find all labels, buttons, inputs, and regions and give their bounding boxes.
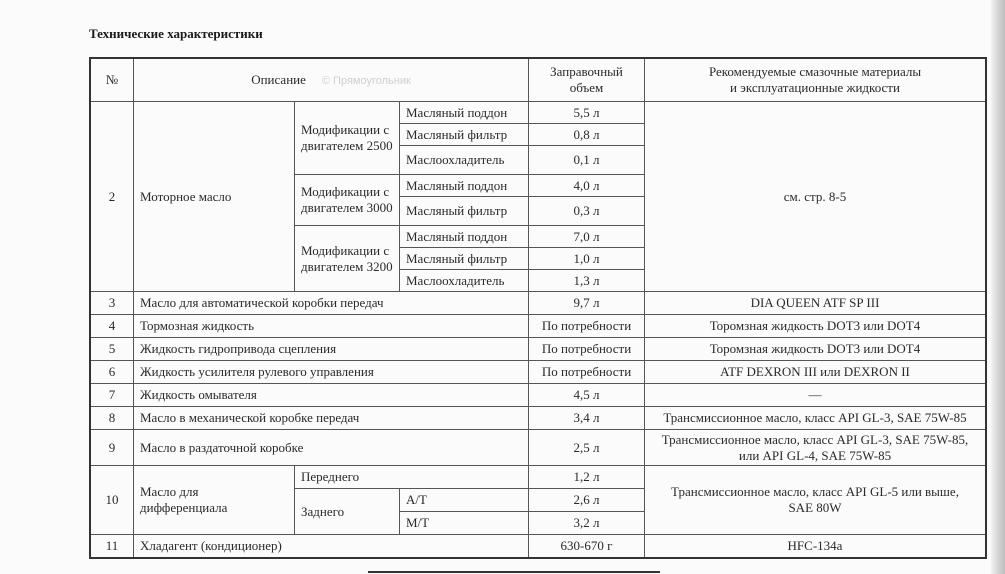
table-row: [90, 338, 986, 361]
header-rec-line2: и эксплуатационные жидкости: [730, 80, 900, 95]
row-rec-line2: или API GL-4, SAE 75W-85: [738, 447, 892, 463]
row-volume: По потребности: [529, 338, 645, 361]
row-volume: 630-670 г: [529, 535, 645, 559]
engine-part: Масляный поддон: [400, 175, 529, 197]
row-num: 6: [90, 361, 134, 384]
differential-rear-volume: 3,2 л: [529, 512, 645, 535]
row-description: Тормозная жидкость: [134, 315, 529, 338]
header-rec-line1: Рекомендуемые смазочные материалы: [708, 64, 922, 79]
table-row: [90, 384, 986, 407]
engine-oil-label: Моторное масло: [134, 102, 295, 292]
engine-mod-3000: Модификации с двигателем 3000: [295, 175, 400, 226]
row-description: Хладагент (кондиционер): [134, 535, 529, 559]
header-description: [134, 58, 529, 102]
row-num: 7: [90, 384, 134, 407]
row-recommended: —: [645, 384, 987, 407]
row-num: 10: [90, 466, 134, 535]
footer-rule: [368, 571, 660, 573]
row-description: Масло в раздаточной коробке: [134, 430, 529, 466]
engine-volume: 1,0 л: [529, 248, 645, 270]
engine-mod-2500: Модификации с двигателем 2500: [295, 102, 400, 175]
engine-volume: 4,0 л: [529, 175, 645, 197]
page-edge-shadow: [991, 0, 1005, 574]
row-rec-line1: Трансмиссионное масло, класс API GL-3, SAE 75W-85,: [661, 431, 969, 447]
differential-rear: Заднего: [295, 489, 400, 535]
row-num: 2: [90, 102, 134, 292]
header-volume: [529, 58, 645, 102]
row-recommended: Торомзная жидкость DOT3 или DOT4: [645, 338, 987, 361]
row-recommended: ATF DEXRON III или DEXRON II: [645, 361, 987, 384]
watermark-text: © Прямоугольник: [321, 74, 411, 87]
engine-part: Масляный поддон: [400, 102, 529, 124]
row-volume: По потребности: [529, 361, 645, 384]
row-description: Жидкость омывателя: [134, 384, 529, 407]
row-volume: 4,5 л: [529, 384, 645, 407]
engine-part: Масляный фильтр: [400, 197, 529, 226]
row-recommended: DIA QUEEN ATF SP III: [645, 292, 987, 315]
engine-volume: 0,3 л: [529, 197, 645, 226]
engine-part: Масляный фильтр: [400, 124, 529, 146]
engine-volume: 0,8 л: [529, 124, 645, 146]
differential-front: Переднего: [295, 466, 529, 489]
table-row: [90, 430, 986, 466]
diff-rec-line2: SAE 80W: [788, 500, 842, 515]
engine-volume: 7,0 л: [529, 226, 645, 248]
row-num: 5: [90, 338, 134, 361]
table-row: [90, 407, 986, 430]
engine-volume: 1,3 л: [529, 270, 645, 292]
engine-part: Маслоохладитель: [400, 270, 529, 292]
row-description: Жидкость гидропривода сцепления: [134, 338, 529, 361]
differential-front-volume: 1,2 л: [529, 466, 645, 489]
row-volume: 2,5 л: [529, 430, 645, 466]
row-volume: 9,7 л: [529, 292, 645, 315]
header-volume-line2: объем: [569, 80, 604, 95]
table-row: [90, 292, 986, 315]
row-description: Масло в механической коробке передач: [134, 407, 529, 430]
row-recommended: HFC-134a: [645, 535, 987, 559]
header-volume-line1: Заправочный: [550, 64, 623, 79]
row-description: Жидкость усилителя рулевого управления: [134, 361, 529, 384]
differential-rear-volume: 2,6 л: [529, 489, 645, 512]
header-num: №: [90, 58, 134, 102]
engine-part: Маслоохладитель: [400, 146, 529, 175]
table-row: [90, 102, 986, 124]
differential-rear-type: A/T: [400, 489, 529, 512]
row-recommended: [645, 430, 987, 466]
row-description: Масло для автоматической коробки передач: [134, 292, 529, 315]
row-recommended: Трансмиссионное масло, класс API GL-3, SAE 75W-85: [645, 407, 987, 430]
engine-recommended: см. стр. 8-5: [645, 102, 987, 292]
table-row: [90, 466, 986, 489]
table-row: [90, 315, 986, 338]
specs-table: [89, 57, 987, 559]
table-row: [90, 535, 986, 559]
row-num: 3: [90, 292, 134, 315]
table-header-row: [90, 58, 986, 102]
engine-volume: 5,5 л: [529, 102, 645, 124]
header-description-label: Описание: [251, 71, 306, 87]
row-num: 11: [90, 535, 134, 559]
table-row: [90, 361, 986, 384]
engine-part: Масляный фильтр: [400, 248, 529, 270]
differential-rear-type: M/T: [400, 512, 529, 535]
differential-recommended: [645, 466, 987, 535]
engine-part: Масляный поддон: [400, 226, 529, 248]
row-volume: По потребности: [529, 315, 645, 338]
row-num: 9: [90, 430, 134, 466]
engine-mod-3200: Модификации с двигателем 3200: [295, 226, 400, 292]
differential-label: Масло для дифференциала: [134, 466, 295, 535]
header-recommended: [645, 58, 987, 102]
diff-rec-line1: Трансмиссионное масло, класс API GL-5 или выше,: [671, 484, 959, 499]
row-num: 8: [90, 407, 134, 430]
engine-volume: 0,1 л: [529, 146, 645, 175]
page-title: Технические характеристики: [89, 26, 263, 41]
row-volume: 3,4 л: [529, 407, 645, 430]
row-num: 4: [90, 315, 134, 338]
row-recommended: Торомзная жидкость DOT3 или DOT4: [645, 315, 987, 338]
